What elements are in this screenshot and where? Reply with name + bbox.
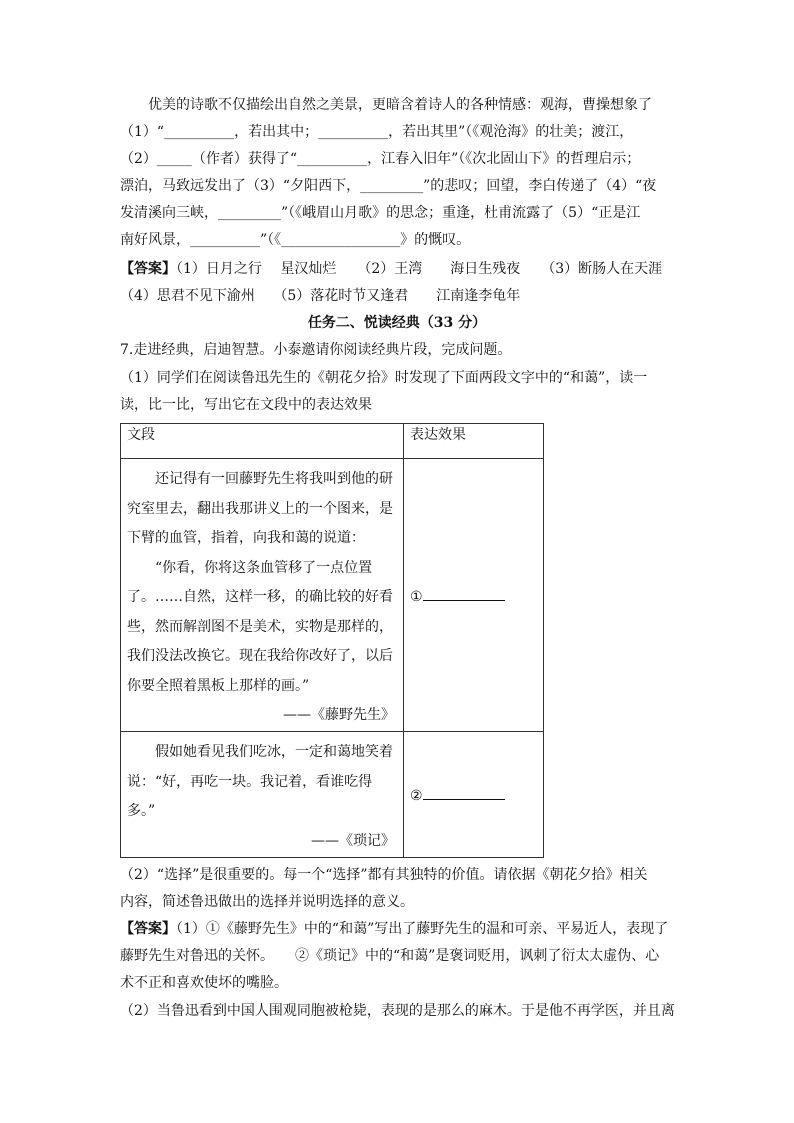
q6-line-4: 漂泊，马致远发出了（3）“夕阳西下，_________”的悲叹；回望，李白传递了（4）“夜 <box>120 178 657 194</box>
q7-sub1-line-1: （1）同学们在阅读鲁迅先生的《朝花夕拾》时发现了下面两段文字中的“和蔼”，读一 <box>120 370 648 386</box>
passage-line: 些，然而解剖图不是美术，实物是那样的， <box>127 618 393 635</box>
answer-label: 【答案】 <box>120 921 176 937</box>
passage-cell-tengye <box>121 459 404 732</box>
header-passage: 文段 <box>121 424 404 459</box>
q7-answer-text-1: （1）①《藤野先生》中的“和蔼”写出了藤野先生的温和可亲、平易近人，表现了 <box>176 921 669 937</box>
q6-line-2: （1）“__________，若出其中；__________，若出其里”（《观沧海》的壮美；渡江， <box>120 124 634 140</box>
passage-line: 说：“好，再吃一块。我记着，看谁吃得 <box>127 773 373 790</box>
passage-source: ——《琐记》 <box>311 832 395 849</box>
passage-line: 究室里去，翻出我那讲义上的一个图来，是 <box>127 500 393 517</box>
q6-answer-text-1: （1）日月之行 星汉灿烂 （2）王湾 海日生残夜 （3）断肠人在天涯 <box>176 261 663 277</box>
passage-cell-suoji <box>121 732 404 858</box>
passage-line: “你看，你将这条血管移了一点位置 <box>155 559 373 576</box>
answer-label: 【答案】 <box>120 261 176 277</box>
passage-line: 了。……自然，这样一移，的确比较的好看 <box>127 589 393 605</box>
header-effect: 表达效果 <box>404 424 544 459</box>
q6-line-5: 发清溪向三峡，_________”（《峨眉山月歌》的思念；重逢，杜甫流露了（5）“正是江 <box>120 205 641 221</box>
answer-blank-1[interactable] <box>423 586 505 601</box>
q7-answer-line-1 <box>120 918 668 940</box>
q6-line-1: 优美的诗歌不仅描绘出自然之美景，更暗含着诗人的各种情感：观海，曹操想象了 <box>148 97 652 113</box>
answer-blank-2[interactable] <box>423 785 505 800</box>
q7-answer-line-4: （2）当鲁迅看到中国人围观同胞被枪毙，表现的是那么的麻木。于是他不再学医，并且离 <box>120 1003 675 1019</box>
q7-sub2-line-1: （2）“选择”是很重要的。每一个“选择”都有其独特的价值。请依据《朝花夕拾》相关 <box>120 867 648 883</box>
q6-answer-line-2: （4）思君不见下渝州 （5）落花时节又逢君 江南逢李龟年 <box>120 288 521 304</box>
q7-sub1-line-2: 读，比一比，写出它在文段中的表达效果 <box>120 397 372 413</box>
passage-line: 多。” <box>127 803 156 819</box>
effect-label-1: ① <box>410 588 423 605</box>
q6-line-3: （2）_____（作者）获得了“__________，江春入旧年”（《次北固山下》的哲理启示； <box>120 151 641 167</box>
passage-line: 假如她看见我们吃冰，一定和蔼地笑着 <box>155 744 393 760</box>
passage-source: ——《藤野先生》 <box>283 707 395 723</box>
effect-cell-1 <box>404 459 544 732</box>
q7-sub2-line-2: 内容，简述鲁迅做出的选择并说明选择的意义。 <box>120 894 414 910</box>
passage-line: 你要全照着黑板上那样的画。” <box>127 677 310 694</box>
q7-intro: 7.走进经典，启迪智慧。小泰邀请你阅读经典片段，完成问题。 <box>120 342 512 358</box>
q7-answer-line-3: 术不正和喜欢使坏的嘴脸。 <box>120 975 288 991</box>
q6-answer-line-1 <box>120 258 662 280</box>
passage-line: 还记得有一回藤野先生将我叫到他的研 <box>155 471 393 487</box>
q6-line-6: 南好风景，__________”（《_________________》的慨叹。 <box>120 232 471 248</box>
section-title: 任务二、悦读经典（33 分） <box>307 315 487 331</box>
q7-answer-line-2: 藤野先生对鲁迅的关怀。 ②《琐记》中的“和蔼”是褒词贬用，讽刺了衍太太虚伪、心 <box>120 948 660 964</box>
passage-line: 我们没法改换它。现在我给你改好了，以后 <box>127 648 393 664</box>
passage-line: 下臂的血管，指着，向我和蔼的说道： <box>127 530 365 546</box>
excerpt-table <box>120 423 544 858</box>
table-row <box>121 732 544 858</box>
table-row <box>121 459 544 732</box>
effect-label-2: ② <box>410 787 423 804</box>
table-header-row <box>121 424 544 459</box>
effect-cell-2 <box>404 732 544 858</box>
